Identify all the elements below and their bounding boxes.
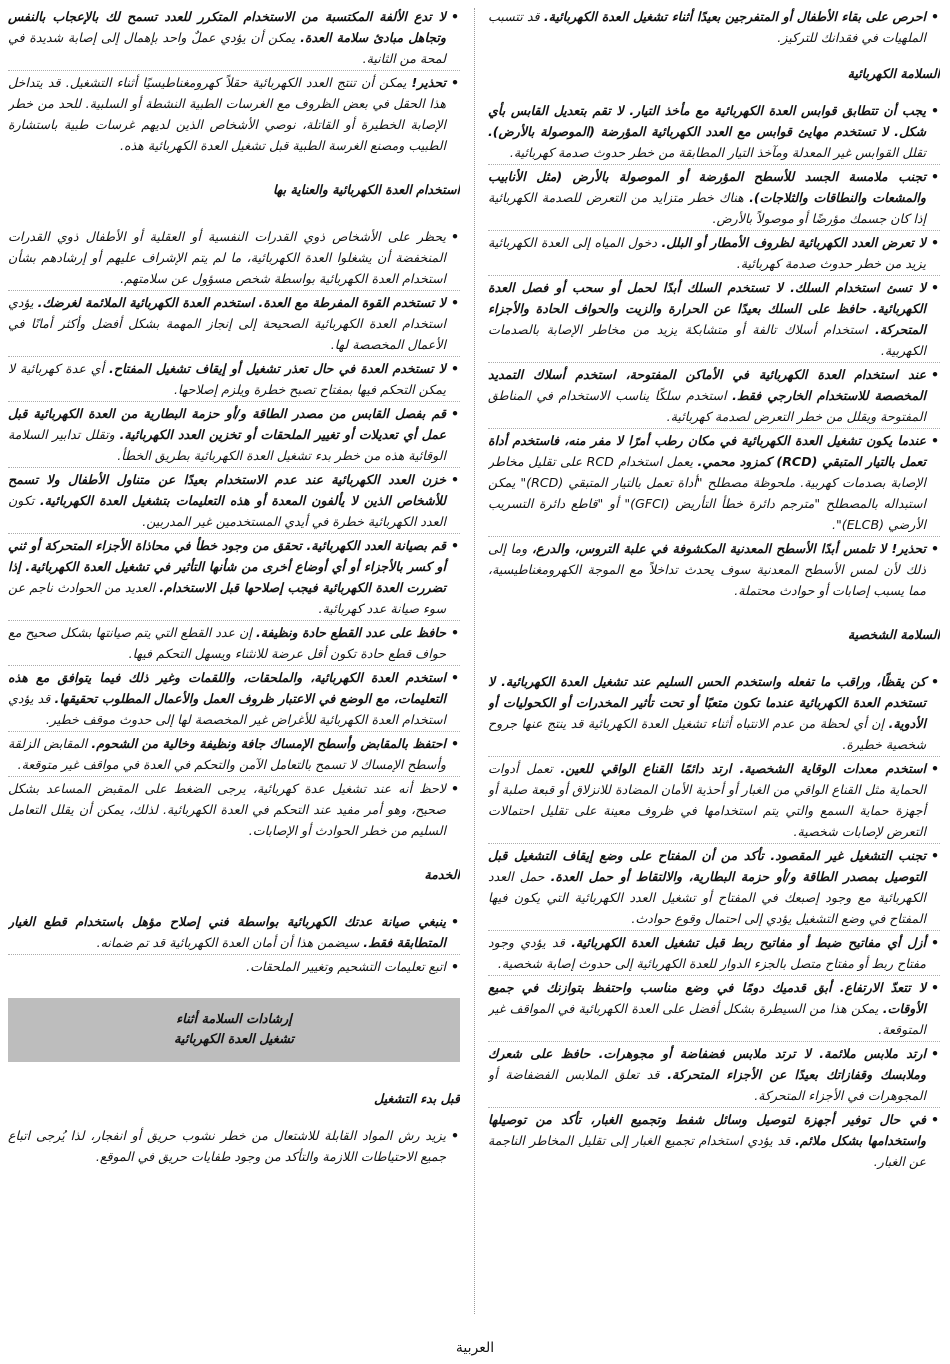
tool-use-list (8, 226, 460, 842)
bullet-item (8, 733, 460, 777)
bullet-item (8, 622, 460, 666)
bullet-item (488, 977, 940, 1042)
bullet-text: اتبع تعليمات التشحيم وتغيير الملحقات. (246, 959, 446, 974)
bullet-text: وما إلى ذلك لأن لمس الأسطح المعدنية سوف يحدث تداخلاً مع الموجة الكهرومغناطيسية، مما يسبب إصابات أو حوادث محتملة. (488, 541, 926, 598)
bullet-text: استخدام أسلاك تالفة أو متشابكة يزيد من مخاطر الإصابة بالصدمات الكهربية. (488, 322, 926, 358)
personal-safety-list (488, 671, 940, 1173)
bullet-text: يمكن أن تنتج العدد الكهربائية حقلاً كهرومغناطيسيًا أثناء التشغيل. قد يتداخل هذا الحقل في بعض الظروف مع الغرسات الطبية النشطة أو السلبية. للحد من خطر الإصابة الخطيرة أو القاتلة، نوصي الأشخاص الذين لديهم غرسات طبية باستشارة الطبيب ومصنع الغرسة الطبية قبل تشغيل العدة الكهربائية هذه. (8, 75, 446, 153)
bullet-text: يمكن هذا من السيطرة بشكل أفضل على العدة الكهربائية في المواقف غير المتوقعة. (488, 1001, 926, 1037)
bullet-text: دخول المياه إلى العدة الكهربائية يزيد من خطر حدوث صدمة كهربائية. (488, 235, 926, 271)
bullet-item (8, 956, 460, 978)
bullet-text: قد تتسبب الملهيات في فقدانك للتركيز. (488, 9, 926, 45)
bullet-text: قد يؤدي استخدام العدة الكهربائية للأغراض غير المخصصة لها إلى حدوث موقف خطير. (8, 691, 446, 727)
bullet-text: أي عدة كهربائية لا يمكن التحكم فيها بمفتاح تصبح خطرة ويلزم إصلاحها. (8, 361, 446, 397)
bullet-emphasis: استخدم معدات الوقاية الشخصية. ارتد دائمًا القناع الواقي للعين. (560, 761, 927, 776)
bullet-item (8, 6, 460, 71)
bullet-text: يؤدي استخدام العدة الكهربائية الصحيحة إلى إنجاز المهمة بشكل أفضل وأكثر أمانًا في الأعمال المخصصة لها. (8, 295, 446, 352)
bullet-item (488, 1043, 940, 1108)
before-operation-heading: قبل بدء التشغيل (374, 1091, 460, 1106)
bullet-emphasis: كن يقظًا، وراقب ما تفعله واستخدم الحس السليم عند تشغيل العدة الكهربائية. لا تستخدم العدة الكهربائية عندما تكون متعبًا أو تحت تأثير المخدرات أو الكحوليات أو الأدوية. (488, 674, 926, 731)
bullet-item (488, 932, 940, 976)
column-divider (474, 8, 475, 1314)
bullet-item (8, 535, 460, 621)
bullet-text: استخدم سلكًا يناسب الاستخدام في المناطق المفتوحة ويقلل من خطر التعرض لصدمة كهربائية. (488, 388, 926, 424)
bullet-item (8, 778, 460, 842)
bullet-emphasis: في حال توفير أجهزة لتوصيل وسائل شفط وتجميع الغبار، تأكد من توصيلها واستخدامها بشكل ملائم. (488, 1112, 926, 1148)
bullet-emphasis: لا تدع الألفة المكتسبة من الاستخدام المتكرر للعدد تسمح لك بالإعجاب بالنفس وتجاهل مبادئ سلامة العدة. (8, 9, 447, 45)
bullet-emphasis: تحذير! لا تلمس أبدًا الأسطح المعدنية المكشوفة في علبة التروس، والدرع، (531, 541, 926, 556)
bullet-item (488, 6, 940, 49)
bullet-text: يمكن أن يؤدي عملٌ واحد بإهمال إلى إصابة شديدة في لمحة من الثانية. (8, 30, 446, 66)
bullet-item (488, 100, 940, 165)
bullet-text: قد يؤدي استخدام تجميع الغبار إلى تقليل المخاطر الناجمة عن الغبار. (488, 1133, 926, 1169)
bullet-emphasis: قم بفصل القابس من مصدر الطاقة و/أو حزمة البطارية من العدة الكهربائية قبل عمل أي تعديلات أو تغيير الملحقات أو تخزين العدد الكهربائية. (8, 406, 446, 442)
bullet-emphasis: احتفظ بالمقابض وأسطح الإمساك جافة ونظيفة وخالية من الشحوم. (91, 736, 446, 751)
bullet-emphasis: أزل أي مفاتيح ضبط أو مفاتيح ربط قبل تشغيل العدة الكهربائية. (571, 935, 926, 950)
service-list (8, 911, 460, 978)
before-operation-list (8, 1125, 460, 1168)
bullet-emphasis: لا تعرض العدد الكهربائية لظروف الأمطار أو البلل. (661, 235, 926, 250)
bullet-text: قد تعلق الملابس الفضفاضة أو المجوهرات في الأجزاء المتحركة. (488, 1067, 926, 1103)
bullet-emphasis: لا تستخدم العدة في حال تعذر تشغيل أو إيقاف تشغيل المفتاح. (109, 361, 446, 376)
bullet-text: العديد من الحوادث ناجم عن سوء صيانة عدد كهربائية. (8, 580, 446, 616)
bullet-item (8, 72, 460, 157)
electrical-safety-list (488, 100, 940, 602)
bullet-emphasis: احرص على بقاء الأطفال أو المتفرجين بعيدًا أثناء تشغيل العدة الكهربائية. (543, 9, 926, 24)
bullet-text: هناك خطر متزايد من التعرض للصدمة الكهربائية إذا كان جسمك مؤرضًا أو موصولاً بالأرض. (488, 190, 926, 226)
bullet-emphasis: عند استخدام العدة الكهربائية في الأماكن المفتوحة، استخدم أسلاك التمديد المخصصة للاستخدام الخارجي فقط. (488, 367, 926, 403)
bullet-emphasis: خزن العدد الكهربائية عند عدم الاستخدام بعيدًا عن متناول الأطفال ولا تسمح للأشخاص الذين لا يألفون المعدة أو هذه التعليمات بتشغيل العدة الكهربائية. (8, 472, 446, 508)
bullet-text: يعمل استخدام RCD على تقليل مخاطر الإصابة بصدمات كهربية. ملحوظة مصطلح "أداة تعمل بالتيار المتبقي (RCD)" يمكن استبداله بالمصطلح "مترجم دائرة خطأ التأريض (GFCI)" أو "قاطع دائرة التسريب الأرضي (ELCB)". (488, 454, 926, 532)
bullet-emphasis: لا تسئ استخدام السلك. لا تستخدم السلك أبدًا لحمل أو سحب أو فصل العدة الكهربائية. حافظ على السلك بعيدًا عن الحرارة والزيت والحواف الحادة والأجزاء المتحركة. (488, 280, 926, 337)
bullet-text: يزيد رش المواد القابلة للاشتعال من خطر نشوب حريق أو انفجار، لذا يُرجى اتباع جميع الاحتياطات اللازمة والتأكد من وجود طفايات حريق في الموقع. (8, 1128, 446, 1164)
bullet-item (488, 430, 940, 537)
bullet-item (488, 166, 940, 231)
bullet-text: إن أي لحظة من عدم الانتباه أثناء تشغيل العدة الكهربائية قد ينتج عنها جروح شخصية خطيرة. (488, 716, 926, 752)
right-column (488, 6, 940, 1316)
box-heading-line-2: تشغيل العدة الكهربائية (174, 1032, 294, 1047)
bullet-emphasis: استخدم العدة الكهربائية، والملحقات، واللقمات وغير ذلك فيما يتوافق مع هذه التعليمات، مع الوضع في الاعتبار ظروف العمل والأعمال المطلوب تحقيقها. (8, 670, 446, 706)
bullet-text: قد يؤدي وجود مفتاح ربط أو مفتاح متصل بالجزء الدوار للعدة الكهربائية إلى حدوث إصابة شخصية. (488, 935, 926, 971)
operation-safety-box-heading (8, 998, 460, 1062)
bullet-emphasis: لا تستخدم القوة المفرطة مع العدة. استخدم العدة الكهربائية الملائمة لغرضك. (37, 295, 446, 310)
bullet-item (488, 845, 940, 931)
bullet-item (488, 232, 940, 276)
bullet-item (8, 667, 460, 732)
bullet-text: المقابض الزلقة وأسطح الإمساك لا تسمح بالتعامل الآمن والتحكم في العدة في مواقف غير متوقعة. (8, 736, 446, 772)
bullet-emphasis: ينبغي صيانة عدتك الكهربائية بواسطة فني إصلاح مؤهل باستخدام قطع الغيار المتطابقة فقط. (8, 914, 446, 950)
bullet-item (488, 758, 940, 844)
bullet-emphasis: تجنب ملامسة الجسد للأسطح المؤرضة أو الموصولة بالأرض (مثل الأنابيب والمشعات والنطاقات والثلاجات). (488, 169, 926, 205)
bullet-text: يحظر على الأشخاص ذوي القدرات النفسية أو العقلية أو الأطفال ذوي القدرات المنخفضة أن يشغلوا العدة الكهربائية، ما لم يتم الإشراف عليهم أو إرشادهم بشأن استخدام العدة الكهربائية بواسطة شخص مسؤول عن سلامتهم. (8, 229, 446, 286)
bullet-text: لاحظ أنه عند تشغيل عدة كهربائية، يرجى الضغط على المقبض المساعد بشكل صحيح، وهو أمر مفيد عند التحكم في العدة الكهربائية. لذلك، يمكن أن يقلل التعامل السليم من خطر الحوادث أو الإصابات. (8, 781, 446, 838)
bullet-emphasis: حافظ على عدد القطع حادة ونظيفة. (255, 625, 446, 640)
right-intro-list (488, 6, 940, 49)
personal-safety-heading: السلامة الشخصية (847, 627, 940, 642)
bullet-emphasis: لا تتعدّ الارتفاع. أبق قدميك دومًا في وضع مناسب واحتفظ بتوازنك في جميع الأوقات. (488, 980, 926, 1016)
page-footer-language: العربية (455, 1340, 495, 1356)
bullet-item (488, 1109, 940, 1173)
bullet-item (8, 1125, 460, 1168)
bullet-item (488, 277, 940, 363)
bullet-emphasis: قم بصيانة العدد الكهربائية. تحقق من وجود خطأ في محاذاة الأجزاء المتحركة أو ثني أو كسر بالأجزاء أو أي أوضاع أخرى من شأنها التأثير في تشغيل العدة الكهربائية. إذا تضررت العدة الكهربائية فيجب إصلاحها قبل الاستخدام. (8, 538, 446, 595)
bullet-text: تكون العدد الكهربائية خطرة في أيدي المستخدمين غير المدربين. (8, 493, 446, 529)
bullet-text: تعمل أدوات الحماية مثل القناع الواقي من الغبار أو أحذية الأمان المضادة للانزلاق أو قبعة صلبة أو أجهزة حماية السمع والتي يتم استخدامها في ظروف معينة على تقليل احتمالات التعرض لإصابات شخصية. (488, 761, 926, 839)
bullet-emphasis: عندما يكون تشغيل العدة الكهربائية في مكان رطب أمرًا لا مفر منه، فاستخدم أداة تعمل بالتيار المتبقي (RCD) كمزود محمي. (488, 433, 926, 469)
bullet-text: تقلل القوابس غير المعدلة ومآخذ التيار المطابقة من خطر حدوث صدمة كهربائية. (509, 145, 926, 160)
left-column (8, 6, 460, 1316)
bullet-item (488, 364, 940, 429)
bullet-item (8, 911, 460, 955)
box-heading-line-1: إرشادات السلامة أثناء (176, 1012, 292, 1027)
bullet-emphasis: تجنب التشغيل غير المقصود. تأكد من أن المفتاح على وضع إيقاف التشغيل قبل التوصيل بمصدر الطاقة و/أو حزمة البطارية، والالتقاط أو حمل العدة. (488, 848, 926, 884)
bullet-emphasis: يجب أن تتطابق قوابس العدة الكهربائية مع مأخذ التيار. لا تقم بتعديل القابس بأي شكل. لا تستخدم مهايئ قوابس مع العدد الكهربائية المؤرضة (الموصولة بالأرض). (488, 103, 926, 139)
bullet-item (8, 226, 460, 291)
electrical-safety-heading: السلامة الكهربائية (847, 66, 940, 81)
bullet-emphasis: ارتد ملابس ملائمة. لا ترتد ملابس فضفاضة أو مجوهرات. حافظ على شعرك وملابسك وقفازاتك بعيدًا عن الأجزاء المتحركة. (488, 1046, 926, 1082)
bullet-item (8, 292, 460, 357)
bullet-item (8, 469, 460, 534)
bullet-item (8, 358, 460, 402)
bullet-text: إن عدد القطع التي يتم صيانتها بشكل صحيح مع حواف قطع حادة تكون أقل عرضة للانثناء ويسهل التحكم فيها. (8, 625, 446, 661)
tool-use-heading: استخدام العدة الكهربائية والعناية بها (272, 182, 460, 197)
bullet-emphasis: تحذير! (411, 75, 446, 90)
bullet-item (8, 403, 460, 468)
bullet-item (488, 538, 940, 602)
bullet-text: حمل العدد الكهربائية مع وجود إصبعك في المفتاح أو تشغيل العدد الكهربائية التي يكون فيها المفتاح في وضع التشغيل يؤدي إلى احتمال وقوع حوادث. (488, 869, 926, 926)
bullet-text: وتقلل تدابير السلامة الوقائية هذه من خطر بدء تشغيل العدة الكهربائية بطريق الخطأ. (8, 427, 446, 463)
bullet-item (488, 671, 940, 757)
bullet-text: سيضمن هذا أن أمان العدة الكهربائية قد تم ضمانه. (96, 935, 360, 950)
left-intro-list (8, 6, 460, 157)
service-heading: الخدمة (424, 867, 460, 882)
